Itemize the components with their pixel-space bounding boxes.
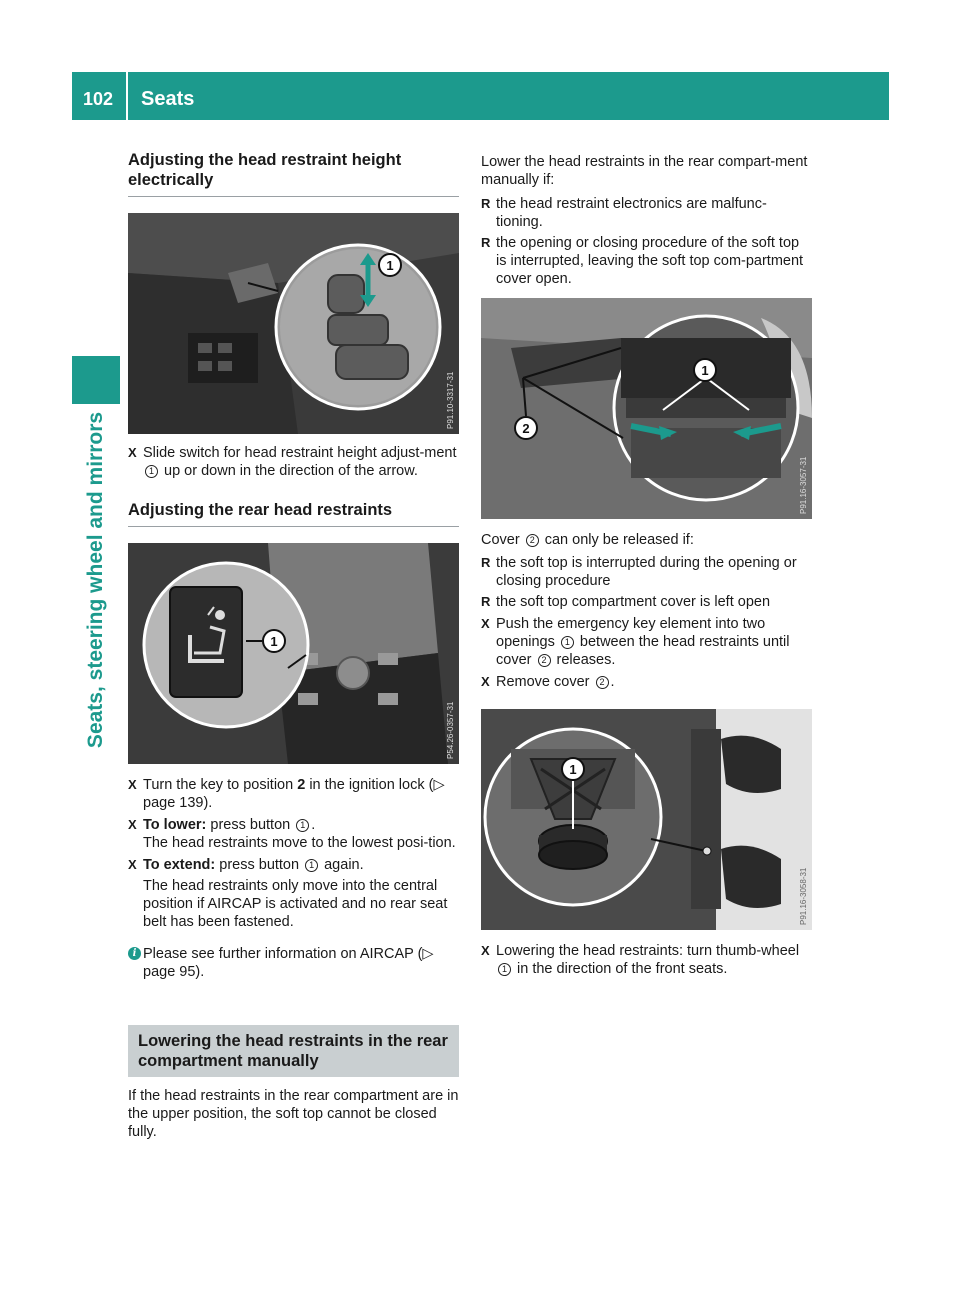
left-column xyxy=(128,150,459,1141)
image-code: P91.16-3057-31 xyxy=(799,456,808,514)
step-slide-switch: X Slide switch for head restraint height adjust-ment 1 up or down in the direction of the arrow. xyxy=(128,444,459,480)
image-compartment-openings xyxy=(481,298,812,519)
side-label-text: Seats, steering wheel and mirrors xyxy=(84,411,107,749)
callout-2: 2 xyxy=(522,421,530,436)
step-turn-thumbwheel: X Lowering the head restraints: turn thumb-wheel 1 in the direction of the front seats. xyxy=(481,942,812,978)
compartment-illustration xyxy=(481,298,812,519)
section-heading-rear: Adjusting the rear head restraints xyxy=(128,500,459,527)
bullet-electronics: R the head restraint electronics are malfunc-tioning. xyxy=(481,195,812,231)
info-aircap: i Please see further information on AIRCAP (▷ page 95). xyxy=(128,945,459,981)
side-label xyxy=(83,411,109,749)
image-thumbwheel xyxy=(481,709,812,930)
section-heading-height: Adjusting the head restraint height electrically xyxy=(128,150,459,197)
section-heading-manual: Lowering the head restraints in the rear compartment manually xyxy=(128,1025,459,1077)
callout-1: 1 xyxy=(569,762,577,777)
side-tab xyxy=(72,356,120,404)
header-divider xyxy=(126,72,128,120)
image-code: P91.16-3058-31 xyxy=(799,867,808,925)
header-bar xyxy=(72,72,889,120)
paragraph-upper-position: If the head restraints in the rear compartment are in the upper position, the soft top cannot be closed fully. xyxy=(128,1088,459,1140)
step-remove-cover: X Remove cover 2 . xyxy=(481,673,812,691)
image-door-switch xyxy=(128,213,459,434)
callout-1: 1 xyxy=(701,363,709,378)
callout-1: 1 xyxy=(270,634,278,649)
step-to-extend: X To extend: press button 1 again. The head restraints only move into the central position if AIRCAP is activated and no rear seat belt has been fastened. xyxy=(128,856,459,931)
page-number: 102 xyxy=(82,89,114,109)
intro-text: Lower the head restraints in the rear compart-ment manually if: xyxy=(481,154,808,188)
page-title: Seats xyxy=(141,88,195,110)
image-code: P91.10-3317-31 xyxy=(446,371,455,429)
step-push-key: X Push the emergency key element into two openings 1 between the head restraints until cover 2 releases. xyxy=(481,615,812,669)
info-icon: i xyxy=(128,947,141,960)
thumbwheel-illustration xyxy=(481,709,812,930)
cover-text: Cover 2 can only be released if: xyxy=(481,532,694,548)
right-column xyxy=(481,153,812,981)
step-to-lower: X To lower: press button 1 . The head restraints move to the lowest posi-tion. xyxy=(128,816,459,852)
bullet-interrupted: R the opening or closing procedure of the soft top is interrupted, leaving the soft top com-partment cover open. xyxy=(481,234,812,288)
door-switch-illustration xyxy=(128,213,459,434)
image-console-button xyxy=(128,543,459,764)
bullet-cover-open: R the soft top compartment cover is left open xyxy=(481,593,812,611)
bullet-soft-top-interrupted: R the soft top is interrupted during the opening or closing procedure xyxy=(481,554,812,590)
console-illustration xyxy=(128,543,459,764)
image-code: P54.26-0357-31 xyxy=(446,701,455,759)
step-turn-key: X Turn the key to position 2 in the ignition lock (▷ page 139). xyxy=(128,776,459,812)
callout-1: 1 xyxy=(386,258,394,273)
